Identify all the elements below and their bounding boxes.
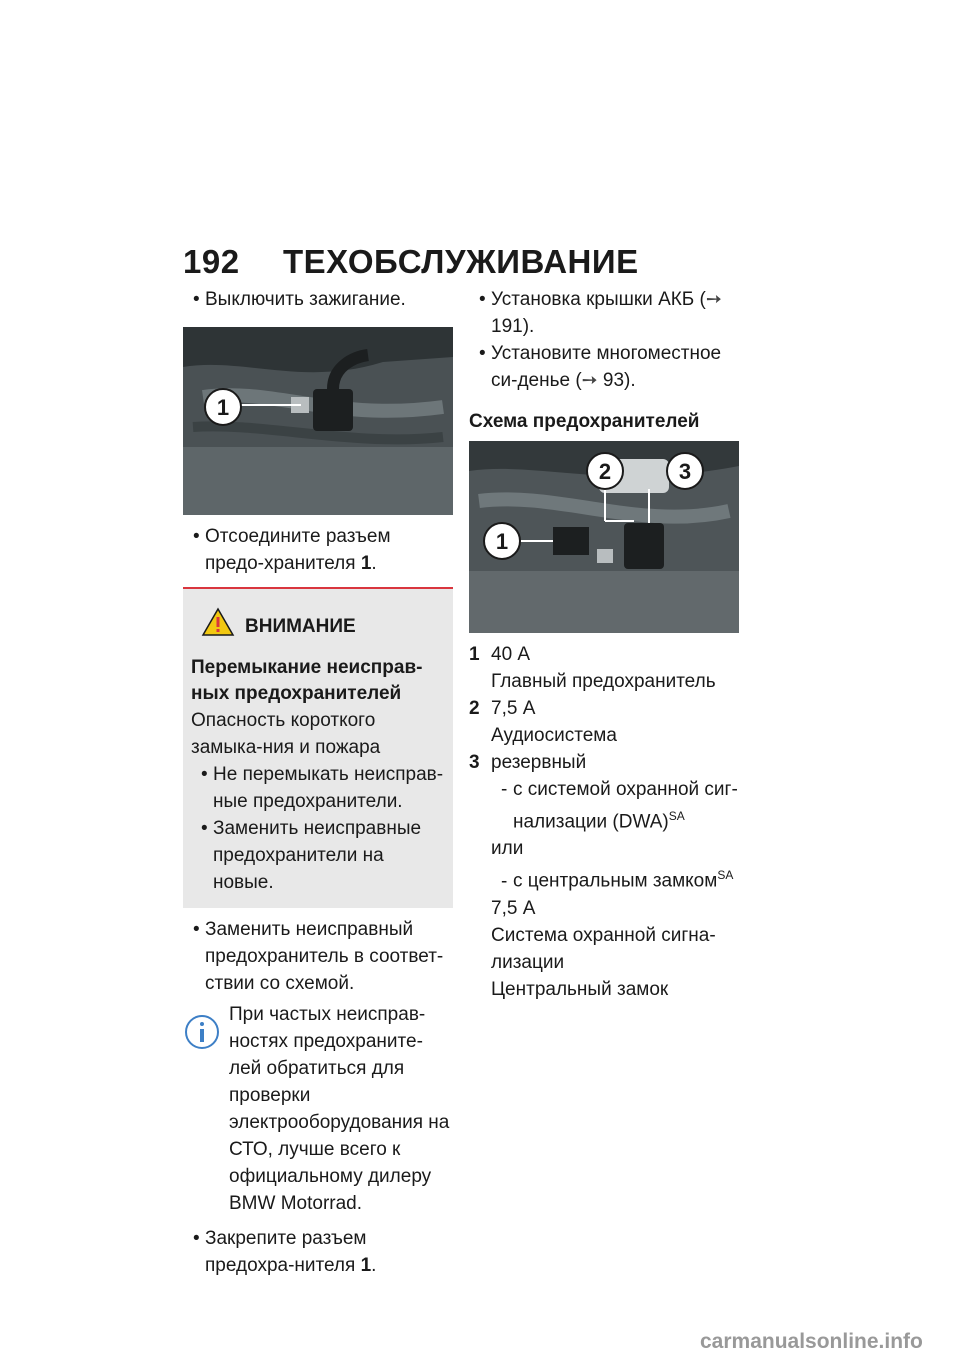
warning-title: Перемыкание неисправ-ных предохранителей: [191, 657, 423, 704]
reserve-desc-central-lock: Центральный замок: [491, 978, 669, 1000]
warning-icon: [201, 607, 235, 645]
info-note: [183, 1001, 453, 1217]
info-text: При частых неисправ-ностях предохраните-лей обратиться для проверки электрооборудования на СТО, лучше всего к официальному дилеру BMW Motorrad.: [229, 1004, 450, 1214]
info-icon: [183, 1013, 221, 1059]
reserve-desc-alarm: Система охранной сигна-лизации: [491, 924, 716, 973]
left-column: [183, 286, 453, 1279]
fuse-connector-photo: [183, 327, 453, 515]
right-column: [469, 286, 744, 1003]
scheme-title: Схема предохранителей: [469, 411, 700, 432]
reserve-value: 7,5 А: [491, 897, 536, 919]
step-replace-fuse: • Заменить неисправный предохранитель в соответ-ствии со схемой.: [193, 919, 444, 994]
fuse-scheme-photo: [469, 441, 739, 633]
page-header: [183, 243, 639, 281]
warning-body: Опасность короткого замыка-ния и пожара: [191, 710, 381, 758]
warning-label: ВНИМАНИЕ: [245, 615, 356, 637]
step-switch-off-ignition: • Выключить зажигание.: [193, 289, 406, 310]
step-disconnect-connector: • Отсоедините разъем предо-хранителя 1.: [193, 526, 391, 574]
watermark: carmanualsonline.info: [700, 1330, 923, 1353]
fig2-callout-2: 2: [598, 459, 612, 484]
fig1-callout-1: 1: [216, 395, 230, 420]
fig2-callout-1: 1: [495, 529, 509, 554]
section-title: ТЕХОБСЛУЖИВАНИЕ: [283, 243, 639, 280]
page-ref-arrow-icon: ➙: [581, 370, 598, 391]
step-install-seat: • Установите многоместное си-денье (➙ 93).: [479, 343, 722, 391]
warning-item: • Заменить неисправные предохранители на новые.: [201, 818, 422, 893]
fig2-callout-3: 3: [678, 459, 692, 484]
legend-item-1: 1 40 А Главный предохранитель: [469, 644, 716, 692]
page-number: 192: [183, 243, 240, 280]
reserve-option-central-lock: - с центральным замком$^{SA}$: [501, 868, 734, 892]
warning-box: [183, 587, 453, 908]
warning-item: • Не перемыкать неисправ-ные предохранители.: [201, 764, 444, 812]
legend-item-3: 3 резервный: [469, 752, 587, 773]
step-fasten-connector: • Закрепите разъем предохра-нителя 1.: [193, 1228, 377, 1276]
legend-item-2: 2 7,5 А Аудиосистема: [469, 698, 617, 746]
reserve-option-dwa: - с системой охранной сиг-нализации (DWA)$^{SA}$: [501, 779, 738, 833]
step-install-battery-cover: • Установка крышки АКБ (➙ 191).: [479, 289, 722, 337]
reserve-or: или: [491, 838, 524, 860]
page-ref-arrow-icon: ➙: [705, 289, 722, 310]
